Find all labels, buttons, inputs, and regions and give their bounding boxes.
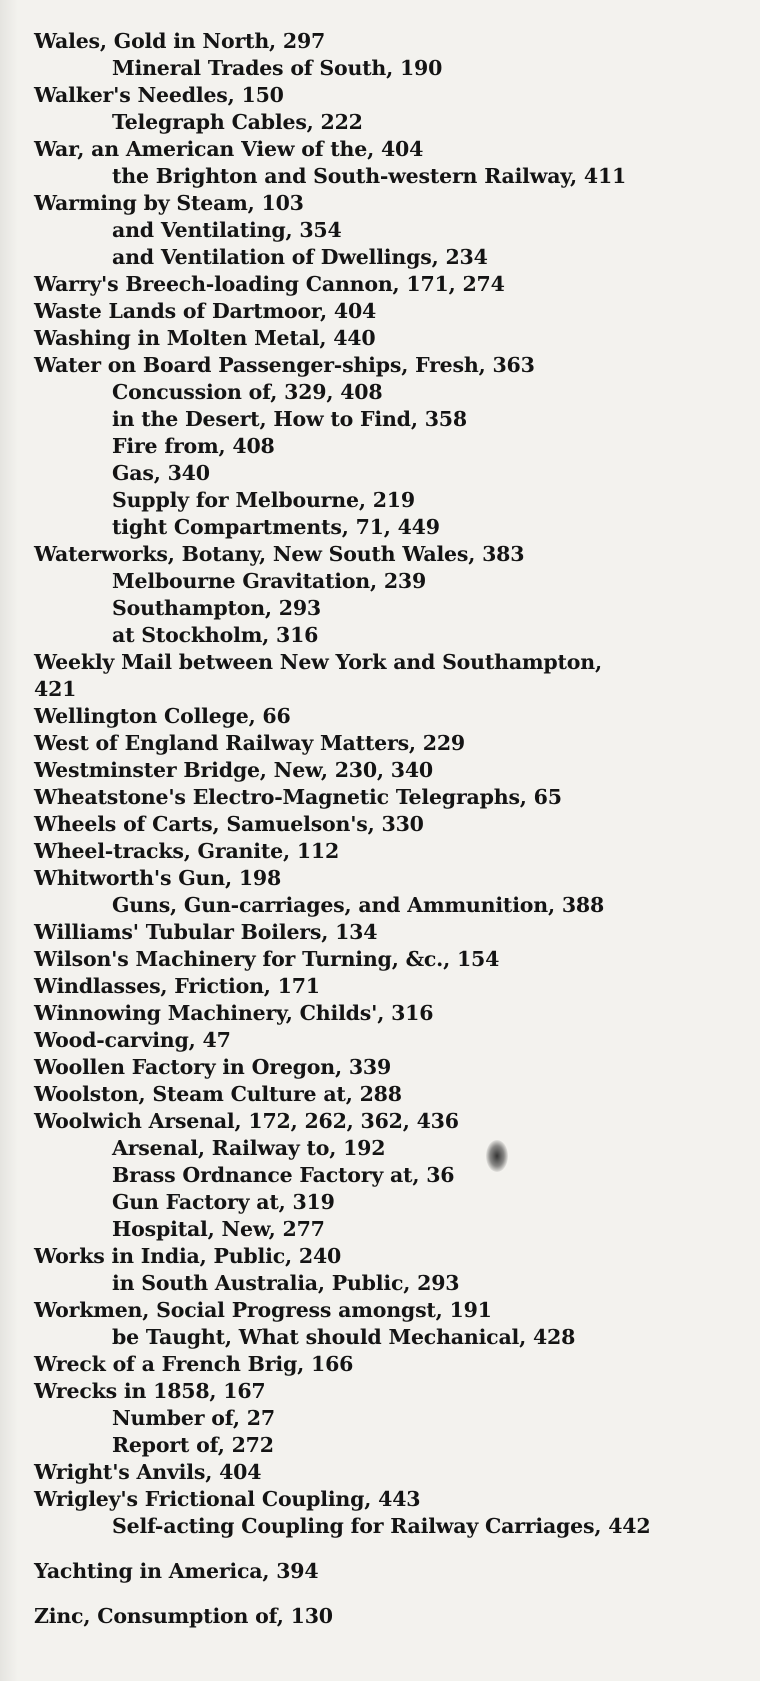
- index-subentry: in South Australia, Public, 293: [112, 1271, 460, 1295]
- index-entry: Warming by Steam, 103: [34, 191, 304, 215]
- index-subentry: Telegraph Cables, 222: [112, 110, 363, 134]
- index-entry: War, an American View of the, 404: [34, 137, 424, 161]
- index-subentry: Brass Ordnance Factory at, 36: [112, 1163, 455, 1187]
- index-entry: Woollen Factory in Oregon, 339: [34, 1055, 392, 1079]
- index-list: [34, 28, 754, 1630]
- index-subentry: in the Desert, How to Find, 358: [112, 407, 467, 431]
- index-entry: Westminster Bridge, New, 230, 340: [34, 758, 433, 782]
- index-subentry: Report of, 272: [112, 1433, 274, 1457]
- index-entry: Wilson's Machinery for Turning, &c., 154: [34, 947, 500, 971]
- index-entry: Windlasses, Friction, 171: [34, 974, 320, 998]
- index-subentry: Supply for Melbourne, 219: [112, 488, 415, 512]
- index-entry: Wheatstone's Electro-Magnetic Telegraphs, 65: [34, 785, 562, 809]
- index-entry: Wheel-tracks, Granite, 112: [34, 839, 340, 863]
- index-subentry: Concussion of, 329, 408: [112, 380, 383, 404]
- index-subentry: at Stockholm, 316: [112, 623, 319, 647]
- index-subentry: Self-acting Coupling for Railway Carriages, 442: [112, 1514, 651, 1538]
- index-entry: Washing in Molten Metal, 440: [34, 326, 376, 350]
- index-entry: West of England Railway Matters, 229: [34, 731, 465, 755]
- index-entry: Waterworks, Botany, New South Wales, 383: [34, 542, 525, 566]
- index-entry: Wales, Gold in North, 297: [34, 29, 326, 53]
- index-subentry: and Ventilating, 354: [112, 218, 342, 242]
- index-subentry: the Brighton and South-western Railway, 411: [112, 164, 627, 188]
- index-entry: Works in India, Public, 240: [34, 1244, 342, 1268]
- index-entry: Woolwich Arsenal, 172, 262, 362, 436: [34, 1109, 459, 1133]
- index-entry: Yachting in America, 394: [34, 1559, 319, 1583]
- index-entry: Williams' Tubular Boilers, 134: [34, 920, 378, 944]
- index-subentry: Melbourne Gravitation, 239: [112, 569, 427, 593]
- index-entry: Water on Board Passenger-ships, Fresh, 363: [34, 353, 535, 377]
- index-entry: Workmen, Social Progress amongst, 191: [34, 1298, 492, 1322]
- index-entry: Walker's Needles, 150: [34, 83, 284, 107]
- index-entry: Whitworth's Gun, 198: [34, 866, 282, 890]
- index-entry: Wreck of a French Brig, 166: [34, 1352, 354, 1376]
- index-subentry: Gun Factory at, 319: [112, 1190, 335, 1214]
- index-subentry: Gas, 340: [112, 461, 210, 485]
- index-subentry: and Ventilation of Dwellings, 234: [112, 245, 488, 269]
- index-entry: Zinc, Consumption of, 130: [34, 1604, 333, 1628]
- index-subentry: Mineral Trades of South, 190: [112, 56, 443, 80]
- index-subentry: Arsenal, Railway to, 192: [112, 1136, 386, 1160]
- index-entry: Weekly Mail between New York and Southampton,: [34, 650, 602, 674]
- index-entry: Wrecks in 1858, 167: [34, 1379, 266, 1403]
- index-entry: Wheels of Carts, Samuelson's, 330: [34, 812, 424, 836]
- index-subentry: Guns, Gun-carriages, and Ammunition, 388: [112, 893, 605, 917]
- index-entry: Waste Lands of Dartmoor, 404: [34, 299, 377, 323]
- index-subentry: tight Compartments, 71, 449: [112, 515, 440, 539]
- index-entry: Wood-carving, 47: [34, 1028, 231, 1052]
- index-subentry: Number of, 27: [112, 1406, 275, 1430]
- index-entry: Winnowing Machinery, Childs', 316: [34, 1001, 434, 1025]
- index-entry: 421: [34, 677, 77, 701]
- index-entry: Wellington College, 66: [34, 704, 291, 728]
- index-subentry: Fire from, 408: [112, 434, 275, 458]
- index-entry: Woolston, Steam Culture at, 288: [34, 1082, 402, 1106]
- index-subentry: Southampton, 293: [112, 596, 321, 620]
- index-entry: Warry's Breech-loading Cannon, 171, 274: [34, 272, 505, 296]
- index-entry: Wrigley's Frictional Coupling, 443: [34, 1487, 421, 1511]
- index-subentry: be Taught, What should Mechanical, 428: [112, 1325, 576, 1349]
- index-subentry: Hospital, New, 277: [112, 1217, 325, 1241]
- ink-stain: [486, 1140, 508, 1172]
- index-entry: Wright's Anvils, 404: [34, 1460, 262, 1484]
